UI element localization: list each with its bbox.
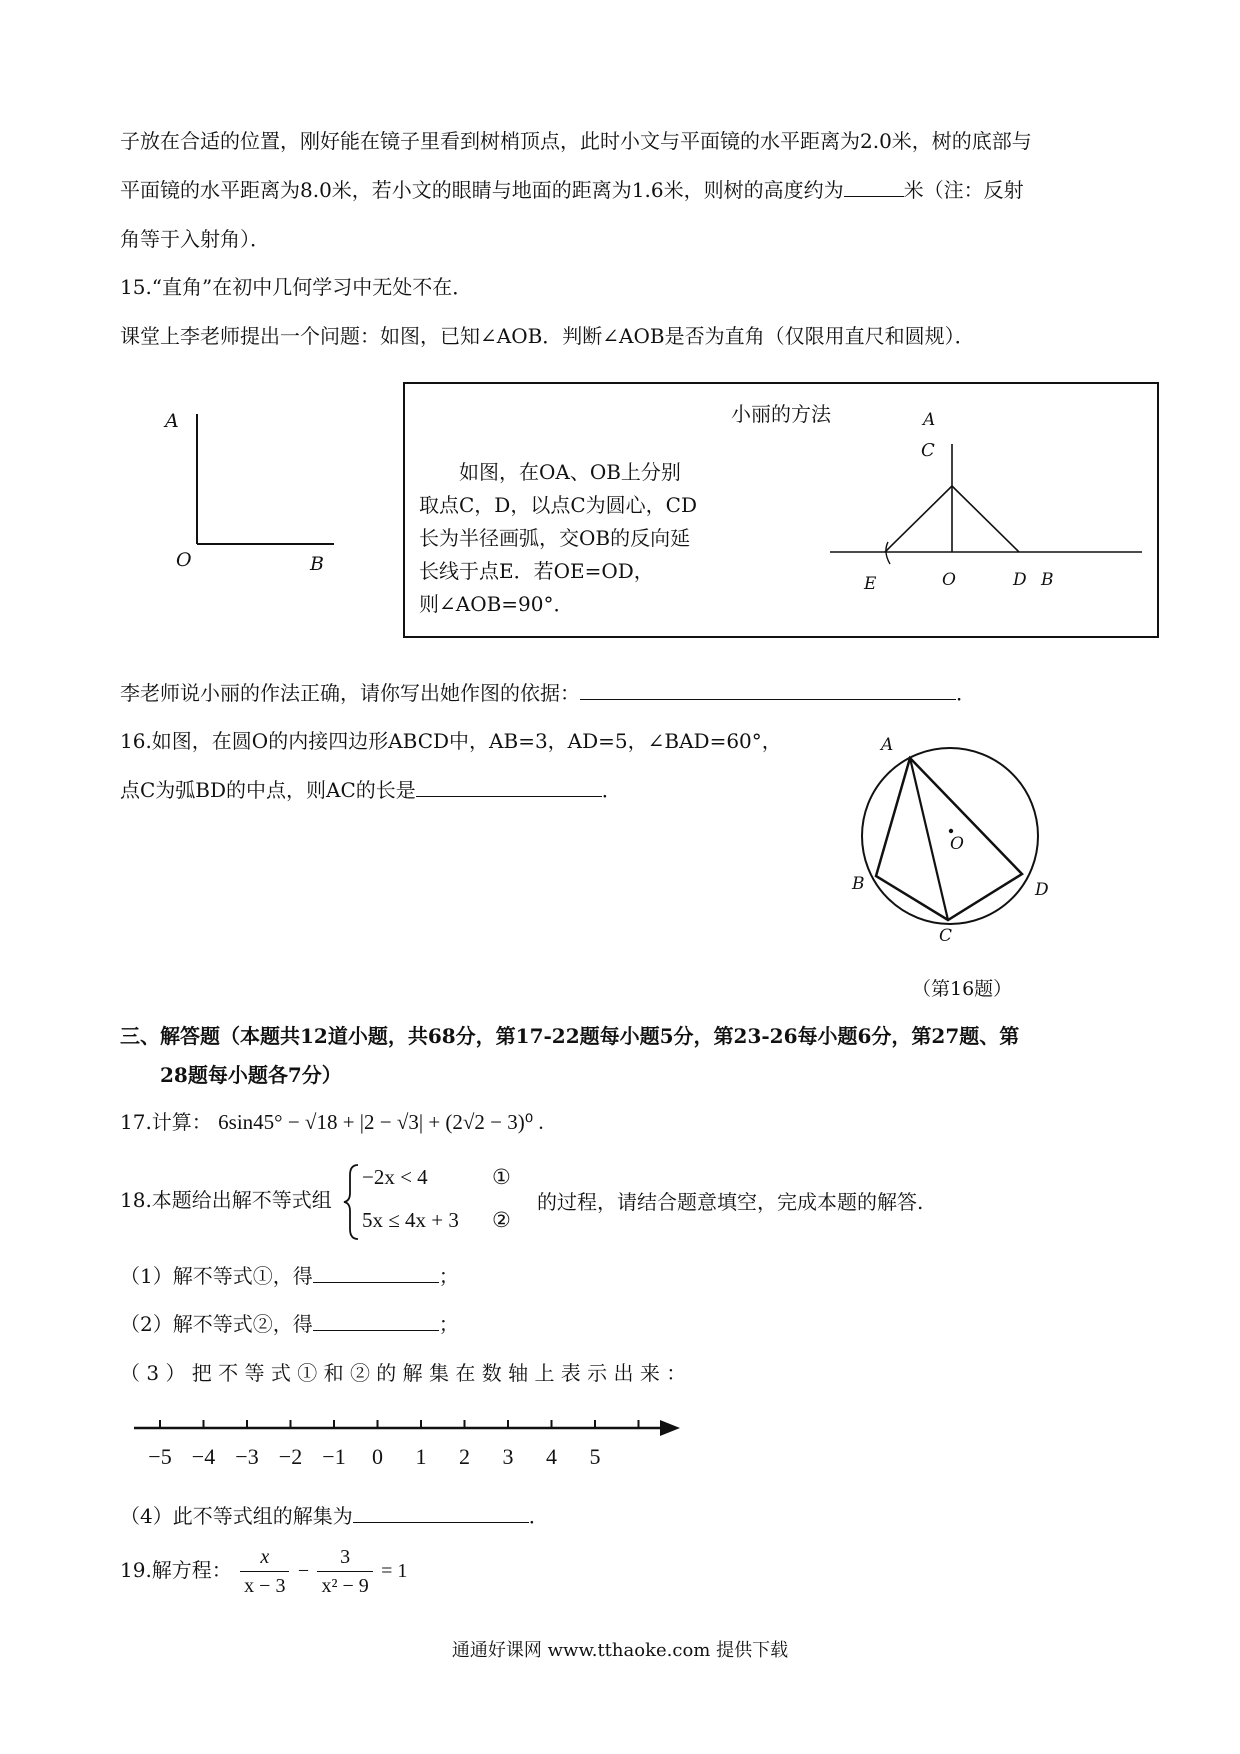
- q18-suffix: 的过程，请结合题意填空，完成本题的解答.: [537, 1190, 924, 1214]
- q16-label-d: D: [1035, 880, 1049, 900]
- q18-step-1: （1）解不等式①，得 ；: [120, 1264, 459, 1288]
- system-brace: [342, 1163, 362, 1241]
- number-line-label: 4: [546, 1444, 557, 1469]
- q16-label-c: C: [939, 926, 953, 946]
- q15-answer-line: 李老师说小丽的作法正确，请你写出她作图的依据： ．: [120, 681, 976, 705]
- box-construction-figure: [820, 444, 1150, 594]
- q15-line-1: 15.“直角”在初中几何学习中无处不在．: [120, 275, 473, 299]
- box-line: 长线于点E．若OE=OD，: [419, 559, 654, 583]
- q14-answer-blank[interactable]: [844, 176, 904, 197]
- q19-num-1: x: [240, 1543, 289, 1572]
- q17-prefix: 17.计算：: [120, 1110, 212, 1134]
- q19-fraction-2: [317, 1543, 372, 1600]
- q14-line-3: 角等于入射角）．: [120, 227, 270, 251]
- box-line: 取点C，D，以点C为圆心，CD: [419, 493, 697, 517]
- section-3-title-line-2: 28题每小题各7分）: [160, 1063, 342, 1087]
- q19-prefix: 19.解方程：: [120, 1558, 232, 1582]
- number-line-label: −3: [235, 1444, 259, 1469]
- xiaoli-method-box: [403, 382, 1159, 638]
- q18-step-2: （2）解不等式②，得 ；: [120, 1312, 459, 1336]
- number-line-label: 3: [502, 1444, 514, 1469]
- q19-fraction-1: [240, 1543, 289, 1600]
- box-label-a: A: [923, 410, 936, 430]
- q14-line-1: 子放在合适的位置，刚好能在镜子里看到树梢顶点，此时小文与平面镜的水平距离为2.0米，树的底部与: [120, 129, 1032, 153]
- q16-answer-blank[interactable]: [416, 776, 602, 797]
- q16-label-a: A: [881, 735, 894, 755]
- box-label-d: D: [1013, 570, 1027, 590]
- box-label-c: C: [921, 440, 935, 461]
- q18-mark-2: ②: [492, 1208, 511, 1232]
- q18-mark-1: ①: [492, 1165, 511, 1189]
- q16-label-b: B: [852, 874, 865, 894]
- number-line-label: 2: [459, 1444, 470, 1469]
- q17-expression: 6sin45° − √18 + |2 − √3| + (2√2 − 3)⁰ .: [218, 1110, 544, 1134]
- q15-answer-prompt: 李老师说小丽的作法正确，请你写出她作图的依据：: [120, 681, 580, 705]
- number-line-label: 0: [372, 1444, 383, 1469]
- center-dot: [949, 829, 953, 833]
- box-line: 长为半径画弧，交OB的反向延: [419, 526, 691, 550]
- q18-step-2-blank[interactable]: [313, 1310, 439, 1331]
- q19-rhs: = 1: [381, 1560, 408, 1582]
- q18-step-4-blank[interactable]: [353, 1502, 529, 1523]
- q16-label-o: O: [950, 834, 964, 854]
- q18-step-2-text: （2）解不等式②，得: [120, 1312, 313, 1336]
- q18-step-1-blank[interactable]: [313, 1262, 439, 1283]
- q18-step-1-text: （1）解不等式①，得: [120, 1264, 313, 1288]
- number-line-label: −4: [191, 1444, 216, 1469]
- q19-line: 19.解方程： $\frac{x}{x - 3}$ − $\frac{3}{\text{x² − 9}}$ = 1: [120, 1540, 407, 1601]
- label-o: O: [176, 549, 192, 571]
- label-a: A: [165, 410, 179, 432]
- q15-answer-blank[interactable]: [580, 679, 956, 700]
- q19-den-1: x − 3: [244, 1575, 286, 1597]
- box-label-o: O: [942, 570, 956, 590]
- box-label-e: E: [864, 574, 877, 594]
- q16-line-2: 点C为弧BD的中点，则AC的长是 ．: [120, 778, 622, 802]
- q18-inequality-1: −2x < 4: [362, 1165, 428, 1189]
- arc-mark: [886, 542, 890, 564]
- q17-line: [120, 1108, 544, 1136]
- number-line: [130, 1408, 690, 1448]
- number-line-arrow: [660, 1420, 680, 1436]
- q18-inequality-2: 5x ≤ 4x + 3: [362, 1208, 459, 1232]
- number-line-label: 1: [415, 1444, 427, 1469]
- label-b: B: [310, 553, 324, 575]
- page-footer: 通通好课网 www.tthaoke.com 提供下载: [451, 1640, 789, 1661]
- number-line-label: −5: [148, 1444, 172, 1469]
- q18-step-3: （ 3 ） 把 不 等 式 ① 和 ② 的 解 集 在 数 轴 上 表 示 出 来 ：: [120, 1361, 687, 1385]
- diagonal-ad: [910, 758, 1022, 874]
- q18-step-4-text: （4）此不等式组的解集为: [120, 1504, 353, 1528]
- q16-line-1: 16.如图，在圆O的内接四边形ABCD中，AB=3，AD=5，∠BAD=60°，: [120, 729, 782, 753]
- number-line-label: −1: [322, 1444, 346, 1469]
- box-line: 如图，在OA、OB上分别: [419, 460, 681, 484]
- q16-line-2-text: 点C为弧BD的中点，则AC的长是: [120, 778, 416, 802]
- box-text: [419, 456, 739, 621]
- q19-num-2: 3: [317, 1543, 372, 1572]
- q18-step-4: （4）此不等式组的解集为 ．: [120, 1504, 549, 1528]
- diagonal-ac: [910, 758, 948, 920]
- segment-ce: [885, 486, 952, 552]
- box-title: 小丽的方法: [731, 402, 831, 426]
- box-label-b: B: [1041, 570, 1054, 590]
- section-3-title-line-1: 三、解答题（本题共12道小题，共68分，第17-22题每小题5分，第23-26每小题6分，第27题、第: [120, 1024, 1020, 1048]
- q15-line-2: 课堂上李老师提出一个问题：如图，已知∠AOB．判断∠AOB是否为直角（仅限用直尺和圆规）．: [120, 324, 975, 348]
- quadrilateral-abcd: [876, 758, 1022, 920]
- q16-caption: （第16题）: [912, 978, 1013, 1000]
- q14-line-2: [120, 176, 1024, 204]
- number-line-label: 5: [589, 1444, 601, 1469]
- segment-cd: [952, 486, 1019, 552]
- number-line-label: −2: [278, 1444, 303, 1469]
- box-line: 则∠AOB=90°．: [419, 592, 574, 616]
- q14-line-2-text: 平面镜的水平距离为8.0米，若小文的眼睛与地面的距离为1.6米，则树的高度约为: [120, 178, 844, 202]
- q14-line-2-tail: 米（注：反射: [903, 178, 1024, 202]
- q18-prefix: 18.本题给出解不等式组: [120, 1188, 332, 1212]
- q19-den-2: x² − 9: [321, 1575, 369, 1597]
